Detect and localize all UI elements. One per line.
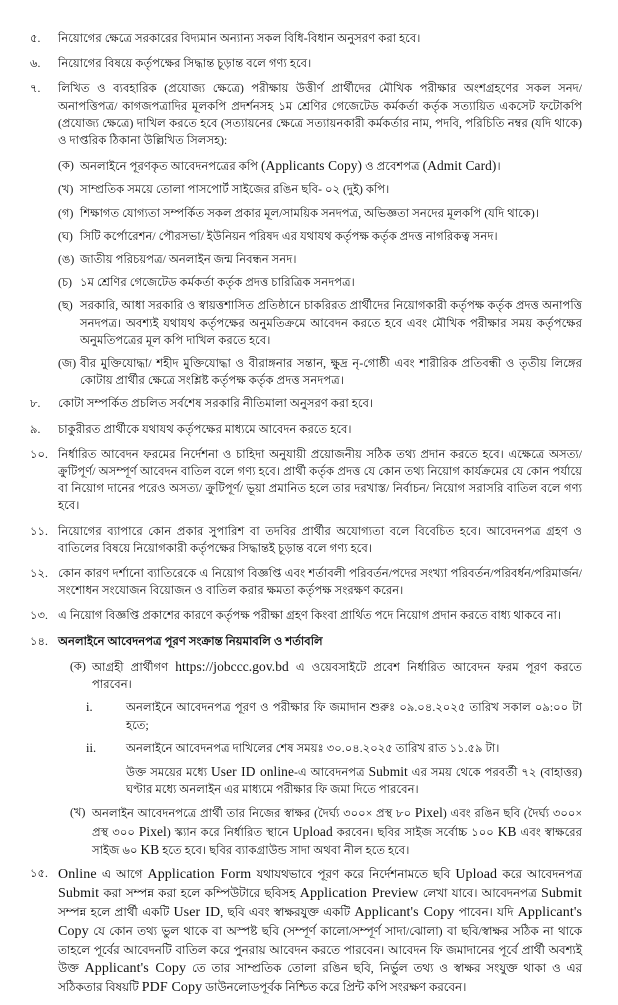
lettered-sub-item <box>58 181 582 198</box>
item-marker: (খ) <box>70 806 86 820</box>
lettered-sub-item <box>58 205 582 222</box>
english-term: Application Form <box>147 866 252 882</box>
item-text: নির্ধারিত আবেদন ফরমের নির্দেশনা ও চাহিদা অনুযায়ী প্রয়োজনীয় সঠিক তথ্য প্রদান করতে হবে। এক্ষেত্রে অসত্য/ক্রুটিপূর্ণ/ অসম্পূর্ণ আবেদন বাতিল বলে গণ্য হবে। প্রার্থী কর্তৃক প্রদত্ত যে কোন তথ্য নিয়োগ কার্যক্রমের যে কোন পর্যায়ে বা নিয়োগ দানের পরেও অসত্য/ ক্রুটিপূর্ণ/ ভূয়া প্রমানিত হলে তার দরখাস্ত/ নির্বাচন/ নিয়োগ সরাসরি বাতিল বলে গণ্য হবে। <box>58 447 582 513</box>
item-marker: ৮. <box>30 397 41 411</box>
item-marker: ১২. <box>30 567 48 581</box>
item-marker: ১৩. <box>30 609 48 623</box>
item-marker: (ক) <box>70 659 86 673</box>
item-text: শিক্ষাগত যোগ্যতা সম্পর্কিত সকল প্রকার মূল/সাময়িক সনদপত্র, অভিজ্ঞতা সনদের মূলকপি (যদি থাকে)। <box>80 206 539 220</box>
item-text: ১ম শ্রেণির গেজেটেড কর্মকর্তা কর্তৃক প্রদত্ত চারিত্রিক সনদপত্র। <box>80 276 355 290</box>
numbered-item <box>30 55 582 72</box>
english-term: Online <box>58 866 97 882</box>
numbered-item <box>30 523 582 557</box>
english-term: User ID <box>173 904 221 920</box>
lettered-sub-item <box>70 658 582 693</box>
document-content <box>30 30 582 1005</box>
item-text: লিখিত ও ব্যবহারিক (প্রযোজ্য ক্ষেত্রে) পরীক্ষায় উত্তীর্ণ প্রার্থীদের মৌখিক পরীক্ষার অংশগ্রহণের সকল সনদ/অনাপত্তিপত্র/ কাগজপত্রাদির মূলকপি প্রদর্শনসহ ১ম শ্রেণির গেজেটেড কর্মকর্তা কর্তৃক সত্যায়িত একসেট ফটোকপি (প্রযোজ্য ক্ষেত্রে) দাখিল করতে হবে (সত্যায়নের ক্ষেত্রে সত্যায়নকারী কর্মকর্তার নাম, পদবি, পরিচিতি নম্বর (যদি থাকে) ও দাপ্তরিক ঠিকানা উল্লিখিত সিলসহ): <box>58 82 582 148</box>
bengali-text: করা সম্পন্ন করা হলে কম্পিউটারে ছবিসহ <box>99 885 300 900</box>
bengali-text: -এ আবেদনপত্র <box>294 765 369 779</box>
english-term: Pixel <box>414 805 443 821</box>
numbered-item <box>30 30 582 47</box>
item-text: নিয়োগের ব্যাপারে কোন প্রকার সুপারিশ বা তদবির প্রার্থীর অযোগ্যতা বলে বিবেচিত হবে। আবেদনপত্র গ্রহণ ও বাতিলের বিষয়ে নিয়োগকারী কর্তৃপক্ষের সিদ্ধান্তই চূড়ান্ত বলে গণ্য হবে। <box>58 524 582 555</box>
roman-sub-item <box>86 699 582 733</box>
lettered-sub-item <box>58 228 582 245</box>
item-text <box>58 865 582 997</box>
bengali-text: উক্ত সময়ের মধ্যে <box>126 765 211 779</box>
bengali-text: , ছবি এবং স্বাক্ষরযুক্ত একটি <box>220 904 355 919</box>
english-term: Submit <box>368 763 408 779</box>
lettered-sub-item <box>70 804 582 859</box>
english-term: PDF Copy <box>141 979 203 995</box>
bengali-text: করে আবেদনপত্র <box>497 866 583 881</box>
english-term: User ID online <box>210 763 295 779</box>
english-term: Upload <box>455 866 498 882</box>
english-term: Pixel <box>138 823 167 839</box>
english-term: Upload <box>292 823 333 839</box>
numbered-item <box>30 865 582 997</box>
bengali-text: ও প্রবেশপত্র <box>362 160 423 174</box>
item-text: সিটি কর্পোরেশন/ পৌরসভা/ ইউনিয়ন পরিষদ এর যথাযথ কর্তৃপক্ষ কর্তৃক প্রদত্ত নাগরিকত্ব সনদ। <box>80 229 498 243</box>
bengali-text: তে তার সাম্প্রতিক তোলা রঙিন ছবি, নির্ভুল তথ্য ও স্বাক্ষর সংযুক্ত থাকা ও এর সঠিকতার বিষয়টি <box>58 960 582 994</box>
numbered-item <box>30 633 582 650</box>
english-term: (Admit Card) <box>422 158 497 174</box>
numbered-item <box>30 395 582 412</box>
item-marker: i. <box>86 700 93 715</box>
item-text: অনলাইনে আবেদনপত্র পূরণ সংক্রান্ত নিয়মাবলি ও শর্তাবলি <box>58 634 323 648</box>
bengali-text: এ আগে <box>96 866 148 881</box>
item-marker: (জ) <box>58 357 77 371</box>
item-marker: ১৫. <box>30 866 48 880</box>
english-term: Applicant's Copy <box>58 904 582 939</box>
item-marker: (খ) <box>58 183 74 197</box>
item-text <box>80 157 582 175</box>
numbered-item <box>30 80 582 149</box>
item-marker: (ঘ) <box>58 229 73 243</box>
item-marker: (গ) <box>58 206 74 220</box>
lettered-sub-item <box>58 157 582 175</box>
numbered-item <box>30 565 582 599</box>
bengali-text: এবং স্বাক্ষরের সাইজ ৬০ <box>92 825 582 857</box>
bengali-text: । <box>496 160 501 174</box>
item-marker: (ক) <box>58 159 74 173</box>
english-term: KB <box>497 823 517 839</box>
bengali-text: অনলাইন আবেদনপত্রে প্রার্থী তার নিজের স্বাক্ষর (দৈর্ঘ্য ৩০০× প্রস্থ ৮০ <box>92 807 415 821</box>
english-term: (Applicants Copy) <box>261 158 363 174</box>
numbered-item <box>30 446 582 515</box>
bengali-text: করবেন। ছবির সাইজ সর্বোচ্চ ১০০ <box>332 825 498 839</box>
bengali-text: এর সময় থেকে পরবর্তী ৭২ (বাহাত্তর) ঘণ্টার মধ্যে অনলাইন এর মাধ্যমে পরীক্ষার ফি জমা দিতে পারবেন। <box>126 765 582 797</box>
item-marker: (ঙ) <box>58 253 75 267</box>
lettered-sub-item <box>58 355 582 389</box>
item-text: সরকারি, আধা সরকারি ও স্বায়ত্তশাসিত প্রতিষ্ঠানে চাকরিরত প্রার্থীদের নিয়োগকারী কর্তৃপক্ষ কর্তৃক প্রদত্ত অনাপত্তি সনদপত্র। অবশ্যই যথাযথ কর্তৃপক্ষের অনুমতিক্রমে আবেদন করতে হবে এবং মৌখিক পরীক্ষার সময় কর্তৃপক্ষের অনুমতিপত্রের মূল কপি দাখিল করতে হবে। <box>80 299 582 347</box>
item-text: জাতীয় পরিচয়পত্র/ অনলাইন জন্ম নিবন্ধন সনদ। <box>80 253 297 267</box>
numbered-item <box>30 421 582 438</box>
english-term: Applicant's Copy <box>354 904 455 920</box>
bengali-text: হতে হবে। ছবির ব্যাকগ্রাউন্ড সাদা অথবা নীল হতে হবে। <box>159 843 410 857</box>
bengali-text: আগ্রহী প্রার্থীগণ <box>92 660 176 674</box>
item-marker: ১১. <box>30 524 48 538</box>
lettered-sub-item <box>58 297 582 349</box>
item-text <box>92 804 582 859</box>
bengali-text: লেখা যাবে। আবেদনপত্র <box>418 885 541 900</box>
item-text: সাম্প্রতিক সময়ে তোলা পাসপোর্ট সাইজের রঙিন ছবি- ০২ (দুই) কপি। <box>80 183 390 197</box>
english-term: Submit <box>540 885 582 901</box>
roman-sub-item <box>86 740 582 757</box>
english-term: Application Preview <box>299 885 419 901</box>
item-text: অনলাইনে আবেদনপত্র দাখিলের শেষ সময়ঃ ৩০.০৪.২০২৫ তারিখ রাত ১১.৫৯ টা। <box>126 741 500 755</box>
bengali-text: যে কোন তথ্য ভুল থাকে বা অস্পষ্ট ছবি (সম্পূর্ণ কালো/সম্পূর্ণ সাদা/ঝোলা) বা ছবি/স্বাক্ষর সঠিক না থাকে তাহলে পূর্বের আবেদনটি বাতিল করে পুনরায় আবেদন করতে পারবেন। আবেদন ফি জমাদানের পূর্বে প্রার্থী অবশ্যই উক্ত <box>58 923 582 975</box>
item-text <box>92 658 582 693</box>
item-marker: ৭. <box>30 82 41 96</box>
bengali-text: ) স্ক্যান করে নির্ধারিত স্থানে <box>166 825 293 839</box>
item-text: চাকুরীরত প্রার্থীকে যথাযথ কর্তৃপক্ষের মাধ্যমে আবেদন করতে হবে। <box>58 422 352 436</box>
item-text: নিয়োগের ক্ষেত্রে সরকারের বিদ্যমান অন্যান্য সকল বিধি-বিধান অনুসরণ করা হবে। <box>58 32 421 45</box>
item-text: এ নিয়োগ বিজ্ঞপ্তি প্রকাশের কারণে কর্তৃপক্ষ পরীক্ষা গ্রহণ কিংবা প্রার্থিত পদে নিয়োগ প্রদান করতে বাধ্য থাকবে না। <box>58 609 562 623</box>
bengali-text: এ ওয়েবসাইটে প্রবেশ নির্ধারিত আবেদন ফরম পূরণ করতে পারবেন। <box>92 660 582 692</box>
item-marker: (ছ) <box>58 299 73 313</box>
numbered-item <box>30 607 582 624</box>
english-term: KB <box>140 841 160 857</box>
item-marker: (চ) <box>58 276 72 290</box>
item-text: বীর মুক্তিযোদ্ধা/ শহীদ মুক্তিযোদ্ধা ও বীরাঙ্গনার সন্তান, ক্ষুদ্র নৃ-গোষ্ঠী এবং শারীরিক প্রতিবন্ধী ও তৃতীয় লিঙ্গের কোটায় প্রার্থীর ক্ষেত্রে সংশ্লিষ্ট কর্তৃপক্ষ কর্তৃক প্রদত্ত সনদপত্র। <box>80 357 582 388</box>
item-marker: ৯. <box>30 422 41 436</box>
bengali-text: যথাযথভাবে পূরণ করে নির্দেশনামতে ছবি <box>251 866 456 881</box>
bengali-text: সম্পন্ন হলে প্রার্থী একটি <box>58 904 174 919</box>
item-marker: ৫. <box>30 32 41 45</box>
item-marker: ৬. <box>30 57 41 71</box>
item-marker: ১০. <box>30 447 48 461</box>
lettered-sub-item <box>58 251 582 268</box>
paragraph-note <box>126 763 582 798</box>
bengali-text: পাবেন। যদি <box>454 904 518 919</box>
english-term: Applicant's Copy <box>84 960 187 976</box>
item-text: কোন কারণ দর্শানো ব্যাতিরেকে এ নিয়োগ বিজ্ঞপ্তি এবং শর্তাবলী পরিবর্তন/পদের সংখ্যা পরিবর্তন/পরিবর্ধন/পরিমার্জন/সংশোধন সংযোজন বিয়োজন ও বাতিল করার ক্ষমতা কর্তৃপক্ষ সংরক্ষণ করেন। <box>58 567 582 598</box>
english-term: Submit <box>58 885 100 901</box>
item-marker: ii. <box>86 740 97 755</box>
english-term: https://jobccc.gov.bd <box>175 658 289 674</box>
item-text: নিয়োগের বিষয়ে কর্তৃপক্ষের সিদ্ধান্ত চূড়ান্ত বলে গণ্য হবে। <box>58 57 312 71</box>
item-text: অনলাইনে আবেদনপত্র পূরণ ও পরীক্ষার ফি জমাদান শুরুঃ ০৯.০৪.২০২৫ তারিখ সকাল ০৯:০০ টা হতে; <box>126 701 582 732</box>
lettered-sub-item <box>58 274 582 291</box>
item-text: কোটা সম্পর্কিত প্রচলিত সর্বশেষ সরকারি নীতিমালা অনুসরণ করা হবে। <box>58 397 374 411</box>
bengali-text: ডাউনলোডপূর্বক নিশ্চিত করে প্রিন্ট কপি সংরক্ষণ করবেন। <box>202 979 467 994</box>
bengali-text: ) এবং রঙিন ছবি (দৈর্ঘ্য ৩০০× প্রস্থ ৩০০ <box>92 807 582 839</box>
bengali-text: অনলাইনে পূরণকৃত আবেদনপত্রের কপি <box>80 160 262 174</box>
item-marker: ১৪. <box>30 634 48 648</box>
